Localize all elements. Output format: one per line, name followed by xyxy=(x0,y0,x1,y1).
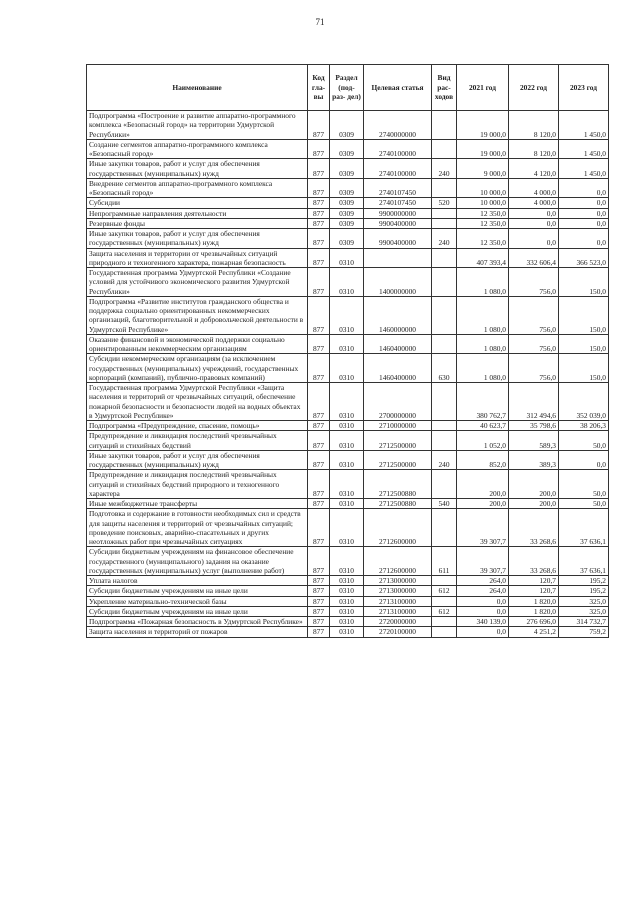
row-section: 0310 xyxy=(330,547,364,576)
table-row xyxy=(87,111,609,140)
row-section: 0309 xyxy=(330,229,364,249)
row-expense-type xyxy=(432,334,457,354)
row-section: 0310 xyxy=(330,586,364,596)
row-code: 877 xyxy=(308,334,330,354)
row-2022: 4 000,0 xyxy=(509,178,559,198)
row-name: Иные межбюджетные трансферты xyxy=(87,499,308,509)
row-2023: 195,2 xyxy=(559,576,609,586)
row-2023: 50,0 xyxy=(559,499,609,509)
table-row xyxy=(87,576,609,586)
row-expense-type xyxy=(432,627,457,637)
row-code: 877 xyxy=(308,229,330,249)
row-code: 877 xyxy=(308,606,330,616)
row-2022: 4 120,0 xyxy=(509,159,559,179)
header-year-2021: 2021 год xyxy=(457,65,509,111)
table-row xyxy=(87,470,609,499)
row-section: 0309 xyxy=(330,159,364,179)
row-code: 877 xyxy=(308,268,330,297)
row-code: 877 xyxy=(308,627,330,637)
budget-table xyxy=(86,64,609,638)
row-section: 0310 xyxy=(330,576,364,586)
row-section: 0309 xyxy=(330,139,364,159)
row-2023: 0,0 xyxy=(559,218,609,228)
row-article: 2700000000 xyxy=(364,383,432,421)
row-2022: 200,0 xyxy=(509,499,559,509)
row-expense-type xyxy=(432,383,457,421)
row-2022: 33 268,6 xyxy=(509,509,559,547)
row-article: 1400000000 xyxy=(364,268,432,297)
row-name: Подпрограмма «Развитие институтов гражданского общества и поддержка социально ориентированных некоммерческих организаций, благотворительной и добровольческой деятельности в Удмуртской Республике» xyxy=(87,296,308,334)
table-row xyxy=(87,178,609,198)
row-code: 877 xyxy=(308,617,330,627)
row-section: 0310 xyxy=(330,617,364,627)
table-row xyxy=(87,139,609,159)
row-2023: 314 732,7 xyxy=(559,617,609,627)
row-name: Защита населения и территорий от пожаров xyxy=(87,627,308,637)
row-section: 0310 xyxy=(330,509,364,547)
row-2023: 150,0 xyxy=(559,334,609,354)
row-name: Подготовка и содержание в готовности необходимых сил и средств для защиты населения и территорий от чрезвычайных ситуаций; проведение поисковых, аварийно-спасательных и других неотложных работ при чрезвычайных ситуациях xyxy=(87,509,308,547)
row-section: 0310 xyxy=(330,450,364,470)
row-2021: 380 762,7 xyxy=(457,383,509,421)
table-row xyxy=(87,617,609,627)
table-body xyxy=(87,111,609,638)
table-row xyxy=(87,296,609,334)
row-section: 0310 xyxy=(330,268,364,297)
row-2022: 276 696,0 xyxy=(509,617,559,627)
table-row xyxy=(87,208,609,218)
row-expense-type xyxy=(432,576,457,586)
row-section: 0309 xyxy=(330,208,364,218)
row-2022: 1 820,0 xyxy=(509,606,559,616)
row-expense-type: 540 xyxy=(432,499,457,509)
row-name: Субсидии бюджетным учреждениям на иные цели xyxy=(87,606,308,616)
row-expense-type: 240 xyxy=(432,159,457,179)
row-code: 877 xyxy=(308,208,330,218)
row-name: Резервные фонды xyxy=(87,218,308,228)
row-section: 0310 xyxy=(330,296,364,334)
row-article: 2713100000 xyxy=(364,596,432,606)
row-name: Уплата налогов xyxy=(87,576,308,586)
row-article xyxy=(364,248,432,268)
row-article: 2713100000 xyxy=(364,606,432,616)
row-2023: 37 636,1 xyxy=(559,509,609,547)
row-2022: 33 268,6 xyxy=(509,547,559,576)
row-name: Субсидии xyxy=(87,198,308,208)
row-code: 877 xyxy=(308,383,330,421)
row-code: 877 xyxy=(308,450,330,470)
row-2022: 8 120,0 xyxy=(509,111,559,140)
row-article: 9900400000 xyxy=(364,218,432,228)
row-2021: 1 080,0 xyxy=(457,334,509,354)
row-expense-type: 612 xyxy=(432,606,457,616)
header-expense-type: Вид рас- ходов xyxy=(432,65,457,111)
row-2022: 120,7 xyxy=(509,586,559,596)
row-2022: 0,0 xyxy=(509,208,559,218)
row-section: 0310 xyxy=(330,606,364,616)
row-2023: 0,0 xyxy=(559,198,609,208)
row-code: 877 xyxy=(308,248,330,268)
row-name: Субсидии некоммерческим организациям (за исключением государственных (муниципальных) учреждений, государственных корпораций (компаний), публично-правовых компаний) xyxy=(87,354,308,383)
table-header xyxy=(87,65,609,111)
row-code: 877 xyxy=(308,198,330,208)
row-2022: 389,3 xyxy=(509,450,559,470)
row-2021: 12 350,0 xyxy=(457,229,509,249)
row-2022: 0,0 xyxy=(509,229,559,249)
row-expense-type xyxy=(432,111,457,140)
table-row xyxy=(87,248,609,268)
row-2023: 1 450,0 xyxy=(559,111,609,140)
row-section: 0310 xyxy=(330,421,364,431)
table-row xyxy=(87,431,609,451)
row-code: 877 xyxy=(308,499,330,509)
row-expense-type xyxy=(432,617,457,627)
row-expense-type xyxy=(432,296,457,334)
row-2023: 1 450,0 xyxy=(559,159,609,179)
row-expense-type: 240 xyxy=(432,229,457,249)
row-2021: 340 139,0 xyxy=(457,617,509,627)
row-name: Защита населения и территории от чрезвычайных ситуаций природного и техногенного характера, пожарная безопасность xyxy=(87,248,308,268)
row-expense-type xyxy=(432,218,457,228)
row-name: Иные закупки товаров, работ и услуг для обеспечения государственных (муниципальных) нужд xyxy=(87,229,308,249)
row-article: 2712500880 xyxy=(364,499,432,509)
row-article: 2740000000 xyxy=(364,111,432,140)
row-2023: 0,0 xyxy=(559,208,609,218)
row-2023: 325,0 xyxy=(559,596,609,606)
row-name: Укрепление материально-технической базы xyxy=(87,596,308,606)
header-code: Код гла- вы xyxy=(308,65,330,111)
row-2022: 332 606,4 xyxy=(509,248,559,268)
row-2021: 12 350,0 xyxy=(457,218,509,228)
row-article: 2713000000 xyxy=(364,586,432,596)
row-name: Подпрограмма «Построение и развитие аппаратно-программного комплекса «Безопасный город» на территории Удмуртской Республики» xyxy=(87,111,308,140)
row-2021: 9 000,0 xyxy=(457,159,509,179)
row-2021: 264,0 xyxy=(457,576,509,586)
row-2023: 0,0 xyxy=(559,178,609,198)
row-expense-type xyxy=(432,248,457,268)
row-article: 9900400000 xyxy=(364,229,432,249)
row-name: Внедрение сегментов аппаратно-программного комплекса «Безопасный город» xyxy=(87,178,308,198)
table-row xyxy=(87,627,609,637)
row-section: 0309 xyxy=(330,178,364,198)
row-expense-type xyxy=(432,421,457,431)
row-2021: 10 000,0 xyxy=(457,198,509,208)
row-section: 0310 xyxy=(330,627,364,637)
table-row xyxy=(87,586,609,596)
row-code: 877 xyxy=(308,354,330,383)
row-2021: 0,0 xyxy=(457,606,509,616)
row-article: 2712500880 xyxy=(364,470,432,499)
row-2023: 0,0 xyxy=(559,229,609,249)
row-2021: 19 000,0 xyxy=(457,139,509,159)
row-article: 1460400000 xyxy=(364,354,432,383)
table-row xyxy=(87,606,609,616)
table-row xyxy=(87,499,609,509)
row-section: 0309 xyxy=(330,111,364,140)
row-name: Государственная программа Удмуртской Республики «Создание условий для устойчивого экономического развития Удмуртской Республики» xyxy=(87,268,308,297)
row-article: 2740107450 xyxy=(364,198,432,208)
header-section: Раздел (под- раз- дел) xyxy=(330,65,364,111)
row-2022: 0,0 xyxy=(509,218,559,228)
row-section: 0309 xyxy=(330,218,364,228)
row-2022: 4 000,0 xyxy=(509,198,559,208)
row-2021: 40 623,7 xyxy=(457,421,509,431)
header-year-2023: 2023 год xyxy=(559,65,609,111)
row-2023: 50,0 xyxy=(559,470,609,499)
row-2023: 150,0 xyxy=(559,354,609,383)
row-2023: 366 523,0 xyxy=(559,248,609,268)
row-2021: 264,0 xyxy=(457,586,509,596)
header-article: Целевая статья xyxy=(364,65,432,111)
row-code: 877 xyxy=(308,576,330,586)
row-code: 877 xyxy=(308,159,330,179)
row-2021: 12 350,0 xyxy=(457,208,509,218)
row-expense-type xyxy=(432,470,457,499)
row-name: Подпрограмма «Пожарная безопасность в Удмуртской Республике» xyxy=(87,617,308,627)
row-name: Субсидии бюджетным учреждениям на иные цели xyxy=(87,586,308,596)
row-2022: 589,3 xyxy=(509,431,559,451)
row-expense-type: 520 xyxy=(432,198,457,208)
row-expense-type xyxy=(432,139,457,159)
row-2021: 1 080,0 xyxy=(457,354,509,383)
row-2023: 150,0 xyxy=(559,268,609,297)
row-2022: 8 120,0 xyxy=(509,139,559,159)
row-section: 0310 xyxy=(330,248,364,268)
row-expense-type: 611 xyxy=(432,547,457,576)
row-expense-type: 630 xyxy=(432,354,457,383)
table-row xyxy=(87,218,609,228)
row-expense-type xyxy=(432,268,457,297)
row-2021: 19 000,0 xyxy=(457,111,509,140)
table-row xyxy=(87,354,609,383)
row-code: 877 xyxy=(308,296,330,334)
row-section: 0310 xyxy=(330,383,364,421)
row-code: 877 xyxy=(308,178,330,198)
row-article: 2740100000 xyxy=(364,139,432,159)
row-section: 0310 xyxy=(330,499,364,509)
table-row xyxy=(87,268,609,297)
row-2021: 39 307,7 xyxy=(457,547,509,576)
row-2023: 37 636,1 xyxy=(559,547,609,576)
row-2021: 0,0 xyxy=(457,627,509,637)
row-name: Создание сегментов аппаратно-программного комплекса «Безопасный город» xyxy=(87,139,308,159)
row-code: 877 xyxy=(308,509,330,547)
row-article: 1460000000 xyxy=(364,296,432,334)
row-2021: 1 080,0 xyxy=(457,296,509,334)
page-number: 71 xyxy=(315,17,325,27)
row-article: 2712500000 xyxy=(364,450,432,470)
row-name: Иные закупки товаров, работ и услуг для обеспечения государственных (муниципальных) нужд xyxy=(87,450,308,470)
row-code: 877 xyxy=(308,470,330,499)
row-2021: 407 393,4 xyxy=(457,248,509,268)
row-2021: 1 080,0 xyxy=(457,268,509,297)
row-2022: 756,0 xyxy=(509,334,559,354)
row-article: 9900000000 xyxy=(364,208,432,218)
row-article: 2712600000 xyxy=(364,509,432,547)
table-row xyxy=(87,383,609,421)
table-row xyxy=(87,450,609,470)
row-code: 877 xyxy=(308,431,330,451)
row-2023: 38 206,3 xyxy=(559,421,609,431)
row-code: 877 xyxy=(308,218,330,228)
row-article: 2713000000 xyxy=(364,576,432,586)
row-article: 2740107450 xyxy=(364,178,432,198)
row-2021: 200,0 xyxy=(457,499,509,509)
row-code: 877 xyxy=(308,421,330,431)
row-2022: 1 820,0 xyxy=(509,596,559,606)
row-expense-type: 240 xyxy=(432,450,457,470)
row-section: 0310 xyxy=(330,354,364,383)
row-2021: 39 307,7 xyxy=(457,509,509,547)
table-row xyxy=(87,334,609,354)
table-row xyxy=(87,547,609,576)
row-2021: 200,0 xyxy=(457,470,509,499)
row-expense-type xyxy=(432,509,457,547)
row-expense-type xyxy=(432,596,457,606)
row-code: 877 xyxy=(308,111,330,140)
row-name: Подпрограмма «Предупреждение, спасение, помощь» xyxy=(87,421,308,431)
table-row xyxy=(87,159,609,179)
row-2021: 10 000,0 xyxy=(457,178,509,198)
table-row xyxy=(87,229,609,249)
row-name: Предупреждение и ликвидация последствий чрезвычайных ситуаций и стихийных бедствий xyxy=(87,431,308,451)
row-2022: 756,0 xyxy=(509,268,559,297)
row-article: 2720000000 xyxy=(364,617,432,627)
table-row xyxy=(87,198,609,208)
row-expense-type xyxy=(432,178,457,198)
row-2022: 4 251,2 xyxy=(509,627,559,637)
row-section: 0309 xyxy=(330,198,364,208)
row-code: 877 xyxy=(308,586,330,596)
row-2023: 150,0 xyxy=(559,296,609,334)
row-2021: 1 052,0 xyxy=(457,431,509,451)
row-2021: 0,0 xyxy=(457,596,509,606)
row-expense-type xyxy=(432,208,457,218)
row-section: 0310 xyxy=(330,596,364,606)
row-article: 2720100000 xyxy=(364,627,432,637)
row-name: Предупреждение и ликвидация последствий чрезвычайных ситуаций и стихийных бедствий природного и техногенного характера xyxy=(87,470,308,499)
row-name: Оказание финансовой и экономической поддержки социально ориентированным некоммерческим организациям xyxy=(87,334,308,354)
row-code: 877 xyxy=(308,139,330,159)
row-name: Государственная программа Удмуртской Республики «Защита населения и территорий от чрезвычайных ситуаций, обеспечение пожарной безопасности и безопасности людей на водных объектах в Удмуртской Республике» xyxy=(87,383,308,421)
row-name: Субсидии бюджетным учреждениям на финансовое обеспечение государственного (муниципального) задания на оказание государственных (муниципальных) услуг (выполнение работ) xyxy=(87,547,308,576)
row-2022: 312 494,6 xyxy=(509,383,559,421)
row-2023: 1 450,0 xyxy=(559,139,609,159)
header-year-2022: 2022 год xyxy=(509,65,559,111)
row-2023: 759,2 xyxy=(559,627,609,637)
row-article: 2712600000 xyxy=(364,547,432,576)
row-code: 877 xyxy=(308,547,330,576)
row-name: Иные закупки товаров, работ и услуг для обеспечения государственных (муниципальных) нужд xyxy=(87,159,308,179)
row-2021: 852,0 xyxy=(457,450,509,470)
row-2022: 756,0 xyxy=(509,354,559,383)
row-name: Непрограммные направления деятельности xyxy=(87,208,308,218)
row-section: 0310 xyxy=(330,470,364,499)
row-2022: 120,7 xyxy=(509,576,559,586)
row-article: 2712500000 xyxy=(364,431,432,451)
row-2022: 756,0 xyxy=(509,296,559,334)
row-expense-type: 612 xyxy=(432,586,457,596)
row-expense-type xyxy=(432,431,457,451)
row-2023: 195,2 xyxy=(559,586,609,596)
row-article: 2710000000 xyxy=(364,421,432,431)
row-section: 0310 xyxy=(330,431,364,451)
table-row xyxy=(87,509,609,547)
row-2023: 325,0 xyxy=(559,606,609,616)
row-2023: 50,0 xyxy=(559,431,609,451)
row-section: 0310 xyxy=(330,334,364,354)
row-article: 1460400000 xyxy=(364,334,432,354)
table-row xyxy=(87,596,609,606)
header-name: Наименование xyxy=(87,65,308,111)
row-2023: 0,0 xyxy=(559,450,609,470)
table-row xyxy=(87,421,609,431)
row-2022: 35 798,6 xyxy=(509,421,559,431)
row-article: 2740100000 xyxy=(364,159,432,179)
row-2022: 200,0 xyxy=(509,470,559,499)
row-2023: 352 039,0 xyxy=(559,383,609,421)
row-code: 877 xyxy=(308,596,330,606)
